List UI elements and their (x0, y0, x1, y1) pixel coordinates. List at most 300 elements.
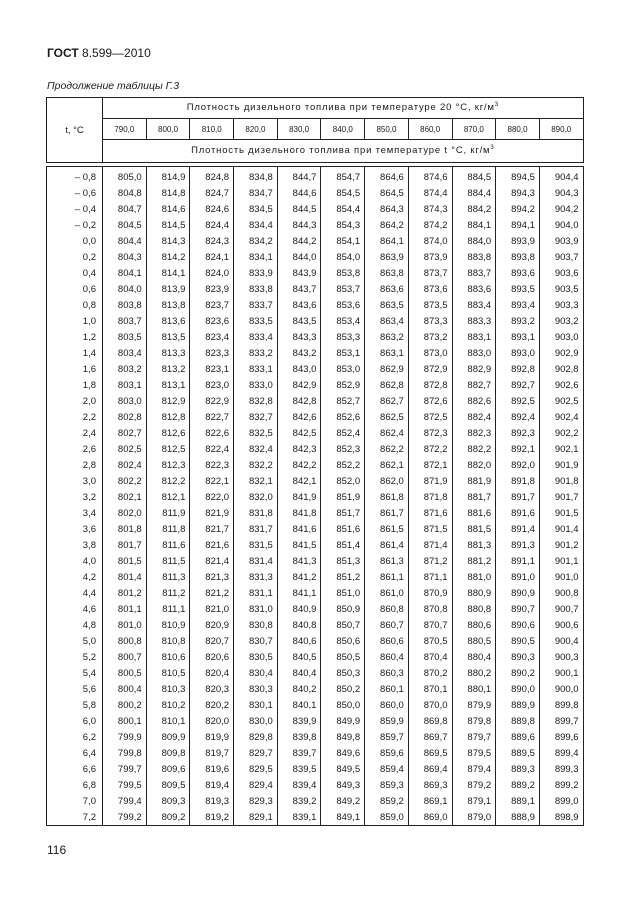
density-cell: 861,7 (365, 505, 409, 521)
density-cell: 902,6 (539, 377, 583, 393)
density-cell: 832,2 (234, 457, 278, 473)
density-cell: 889,8 (496, 713, 540, 729)
density-cell: 843,2 (277, 345, 321, 361)
density-cell: 833,2 (234, 345, 278, 361)
density-cell: 822,6 (190, 425, 234, 441)
density-cell: 800,5 (103, 665, 147, 681)
density-cell: 883,7 (452, 265, 496, 281)
density-cell: 821,4 (190, 553, 234, 569)
density-cell: 881,5 (452, 521, 496, 537)
density-cell: 901,9 (539, 457, 583, 473)
density-cell: 839,9 (277, 713, 321, 729)
density-cell: 824,8 (190, 167, 234, 186)
density-cell: 832,0 (234, 489, 278, 505)
density-cell: 864,5 (365, 185, 409, 201)
table-row (47, 281, 584, 297)
density-cell: 890,7 (496, 601, 540, 617)
density-cell: 881,0 (452, 569, 496, 585)
table-row (47, 377, 584, 393)
density-cell: 850,5 (321, 649, 365, 665)
density-cell: 823,0 (190, 377, 234, 393)
page-number: 116 (47, 843, 67, 857)
density-cell: 854,1 (321, 233, 365, 249)
density-cell: 883,8 (452, 249, 496, 265)
density-cell: 901,0 (539, 569, 583, 585)
density-cell: 900,8 (539, 585, 583, 601)
density-cell: 819,2 (190, 809, 234, 826)
temperature-cell: 5,2 (47, 649, 103, 665)
density-cell: 842,6 (277, 409, 321, 425)
density-cell: 873,5 (408, 297, 452, 313)
density-cell: 853,6 (321, 297, 365, 313)
density-column-header: 870,0 (452, 119, 496, 140)
density-cell: 902,1 (539, 441, 583, 457)
density-cell: 898,9 (539, 809, 583, 826)
density-cell: 833,8 (234, 281, 278, 297)
table-row (47, 633, 584, 649)
density-cell: 813,9 (146, 281, 190, 297)
density-cell: 799,5 (103, 777, 147, 793)
density-cell: 871,4 (408, 537, 452, 553)
density-cell: 803,8 (103, 297, 147, 313)
density-cell: 832,7 (234, 409, 278, 425)
density-cell: 824,3 (190, 233, 234, 249)
density-cell: 830,7 (234, 633, 278, 649)
density-cell: 882,0 (452, 457, 496, 473)
density-cell: 801,8 (103, 521, 147, 537)
density-cell: 874,0 (408, 233, 452, 249)
density-cell: 843,7 (277, 281, 321, 297)
density-t-header: Плотность дизельного топлива при температуре t °С, $кг/м^3$ (103, 140, 584, 163)
density-cell: 893,8 (496, 249, 540, 265)
density-cell: 829,1 (234, 809, 278, 826)
density-cell: 900,3 (539, 649, 583, 665)
density-cell: 820,4 (190, 665, 234, 681)
density-cell: 802,4 (103, 457, 147, 473)
standard-code: ГОСТ (47, 46, 79, 60)
density-cell: 803,2 (103, 361, 147, 377)
density-cell: 880,8 (452, 601, 496, 617)
density-cell: 869,0 (408, 809, 452, 826)
table-row (47, 201, 584, 217)
density-cell: 851,4 (321, 537, 365, 553)
density-cell: 841,1 (277, 585, 321, 601)
density-cell: 872,9 (408, 361, 452, 377)
density-column-header: 810,0 (190, 119, 234, 140)
density-20c-header: Плотность дизельного топлива при температуре 20 °С, $кг/м^3$ (103, 98, 584, 119)
density-cell: 822,1 (190, 473, 234, 489)
density-cell: 839,5 (277, 761, 321, 777)
density-cell: 863,1 (365, 345, 409, 361)
density-cell: 863,2 (365, 329, 409, 345)
density-cell: 879,4 (452, 761, 496, 777)
density-cell: 869,8 (408, 713, 452, 729)
density-cell: 841,2 (277, 569, 321, 585)
temperature-cell: 3,6 (47, 521, 103, 537)
density-cell: 814,5 (146, 217, 190, 233)
density-cell: 884,1 (452, 217, 496, 233)
table-row (47, 601, 584, 617)
density-cell: 844,5 (277, 201, 321, 217)
density-cell: 851,0 (321, 585, 365, 601)
table-row (47, 777, 584, 793)
table-row (47, 793, 584, 809)
density-cell: 902,4 (539, 409, 583, 425)
density-cell: 843,6 (277, 297, 321, 313)
density-cell: 901,4 (539, 521, 583, 537)
density-cell: 882,2 (452, 441, 496, 457)
density-cell: 813,6 (146, 313, 190, 329)
density-cell: 879,2 (452, 777, 496, 793)
density-cell: 822,0 (190, 489, 234, 505)
density-cell: 813,2 (146, 361, 190, 377)
density-cell: 852,4 (321, 425, 365, 441)
density-cell: 894,5 (496, 167, 540, 186)
density-cell: 800,7 (103, 649, 147, 665)
density-cell: 803,0 (103, 393, 147, 409)
density-cell: 900,6 (539, 617, 583, 633)
density-cell: 810,9 (146, 617, 190, 633)
density-column-header: 820,0 (234, 119, 278, 140)
density-cell: 879,7 (452, 729, 496, 745)
table-row (47, 617, 584, 633)
density-cell: 801,4 (103, 569, 147, 585)
density-cell: 814,8 (146, 185, 190, 201)
temperature-cell: 6,6 (47, 761, 103, 777)
density-cell: 902,9 (539, 345, 583, 361)
density-cell: 874,4 (408, 185, 452, 201)
density-cell: 811,9 (146, 505, 190, 521)
density-cell: 800,1 (103, 713, 147, 729)
density-cell: 902,2 (539, 425, 583, 441)
density-cell: 870,9 (408, 585, 452, 601)
density-cell: 889,2 (496, 777, 540, 793)
density-cell: 814,9 (146, 167, 190, 186)
table-row (47, 313, 584, 329)
density-cell: 831,1 (234, 585, 278, 601)
table-row (47, 167, 584, 186)
density-cell: 870,2 (408, 665, 452, 681)
density-cell: 844,6 (277, 185, 321, 201)
table-row (47, 457, 584, 473)
density-cell: 872,1 (408, 457, 452, 473)
density-cell: 849,1 (321, 809, 365, 826)
density-cell: 883,0 (452, 345, 496, 361)
density-cell: 873,6 (408, 281, 452, 297)
density-cell: 859,7 (365, 729, 409, 745)
density-cell: 880,2 (452, 665, 496, 681)
density-cell: 831,8 (234, 505, 278, 521)
density-values-row (47, 119, 584, 140)
density-cell: 821,3 (190, 569, 234, 585)
temperature-cell: 6,8 (47, 777, 103, 793)
density-cell: 803,4 (103, 345, 147, 361)
table-row (47, 537, 584, 553)
density-cell: 822,9 (190, 393, 234, 409)
density-cell: 814,3 (146, 233, 190, 249)
table-row (47, 473, 584, 489)
density-cell: 850,9 (321, 601, 365, 617)
density-cell: 820,7 (190, 633, 234, 649)
density-cell: 824,4 (190, 217, 234, 233)
density-cell: 812,8 (146, 409, 190, 425)
density-cell: 821,9 (190, 505, 234, 521)
density-cell: 814,2 (146, 249, 190, 265)
density-cell: 899,6 (539, 729, 583, 745)
table-row (47, 553, 584, 569)
temperature-cell: 2,2 (47, 409, 103, 425)
density-cell: 852,2 (321, 457, 365, 473)
density-cell: 891,7 (496, 489, 540, 505)
density-cell: 881,7 (452, 489, 496, 505)
density-cell: 834,2 (234, 233, 278, 249)
temperature-cell: – 0,8 (47, 167, 103, 186)
density-cell: 834,4 (234, 217, 278, 233)
density-cell: 833,9 (234, 265, 278, 281)
density-cell: 811,2 (146, 585, 190, 601)
temperature-cell: 5,6 (47, 681, 103, 697)
density-cell: 901,5 (539, 505, 583, 521)
density-cell: 880,5 (452, 633, 496, 649)
density-cell: 850,3 (321, 665, 365, 681)
density-cell: 802,1 (103, 489, 147, 505)
density-cell: 870,1 (408, 681, 452, 697)
density-cell: 873,0 (408, 345, 452, 361)
table-row (47, 713, 584, 729)
density-cell: 893,1 (496, 329, 540, 345)
density-cell: 819,7 (190, 745, 234, 761)
density-cell: 890,9 (496, 585, 540, 601)
density-cell: 819,6 (190, 761, 234, 777)
table-row (47, 393, 584, 409)
density-cell: 810,2 (146, 697, 190, 713)
density-cell: 833,4 (234, 329, 278, 345)
density-cell: 862,4 (365, 425, 409, 441)
density-cell: 870,4 (408, 649, 452, 665)
temperature-cell: 2,0 (47, 393, 103, 409)
density-cell: 819,9 (190, 729, 234, 745)
density-cell: 884,2 (452, 201, 496, 217)
density-cell: 899,2 (539, 777, 583, 793)
density-cell: 874,6 (408, 167, 452, 186)
density-cell: 869,4 (408, 761, 452, 777)
temperature-cell: 4,2 (47, 569, 103, 585)
density-cell: 810,5 (146, 665, 190, 681)
density-cell: 809,9 (146, 729, 190, 745)
temperature-cell: 5,0 (47, 633, 103, 649)
density-cell: 801,5 (103, 553, 147, 569)
density-cell: 833,7 (234, 297, 278, 313)
density-cell: 880,9 (452, 585, 496, 601)
density-cell: 851,6 (321, 521, 365, 537)
density-cell: 873,3 (408, 313, 452, 329)
density-cell: 844,2 (277, 233, 321, 249)
density-cell: 889,1 (496, 793, 540, 809)
density-cell: 803,1 (103, 377, 147, 393)
density-cell: 879,9 (452, 697, 496, 713)
density-cell: 831,7 (234, 521, 278, 537)
density-cell: 881,2 (452, 553, 496, 569)
density-cell: 879,1 (452, 793, 496, 809)
density-cell: 863,4 (365, 313, 409, 329)
density-cell: 882,3 (452, 425, 496, 441)
table-row (47, 697, 584, 713)
density-cell: 881,3 (452, 537, 496, 553)
density-cell: 811,1 (146, 601, 190, 617)
density-cell: 854,0 (321, 249, 365, 265)
table-row (47, 569, 584, 585)
density-cell: 900,7 (539, 601, 583, 617)
density-cell: 820,3 (190, 681, 234, 697)
density-cell: 802,5 (103, 441, 147, 457)
density-cell: 810,6 (146, 649, 190, 665)
density-cell: 879,0 (452, 809, 496, 826)
density-cell: 813,8 (146, 297, 190, 313)
density-cell: 834,5 (234, 201, 278, 217)
temperature-cell: 5,8 (47, 697, 103, 713)
temperature-cell: 3,0 (47, 473, 103, 489)
density-cell: 841,5 (277, 537, 321, 553)
density-cell: 822,7 (190, 409, 234, 425)
density-cell: 849,3 (321, 777, 365, 793)
density-cell: 801,0 (103, 617, 147, 633)
density-cell: 890,3 (496, 649, 540, 665)
density-cell: 893,2 (496, 313, 540, 329)
density-cell: 862,1 (365, 457, 409, 473)
density-cell: 812,9 (146, 393, 190, 409)
density-cell: 802,0 (103, 505, 147, 521)
temperature-cell: 7,0 (47, 793, 103, 809)
density-cell: 890,0 (496, 681, 540, 697)
temperature-cell: 7,2 (47, 809, 103, 826)
temperature-cell: 0,2 (47, 249, 103, 265)
density-cell: 804,5 (103, 217, 147, 233)
density-cell: 901,7 (539, 489, 583, 505)
density-cell: 854,7 (321, 167, 365, 186)
table-row (47, 681, 584, 697)
density-cell: 799,4 (103, 793, 147, 809)
density-cell: 823,1 (190, 361, 234, 377)
density-column-header: 840,0 (321, 119, 365, 140)
density-cell: 820,9 (190, 617, 234, 633)
density-cell: 844,3 (277, 217, 321, 233)
density-cell: 809,2 (146, 809, 190, 826)
density-cell: 830,8 (234, 617, 278, 633)
density-cell: 880,1 (452, 681, 496, 697)
density-cell: 870,5 (408, 633, 452, 649)
density-cell: 843,0 (277, 361, 321, 377)
density-cell: 830,3 (234, 681, 278, 697)
density-cell: 851,2 (321, 569, 365, 585)
density-cell: 833,1 (234, 361, 278, 377)
density-cell: 860,6 (365, 633, 409, 649)
density-column-header: 790,0 (103, 119, 147, 140)
density-cell: 901,2 (539, 537, 583, 553)
density-cell: 899,3 (539, 761, 583, 777)
density-cell: 864,2 (365, 217, 409, 233)
density-cell: 813,3 (146, 345, 190, 361)
density-cell: 853,3 (321, 329, 365, 345)
density-cell: 903,2 (539, 313, 583, 329)
table-row (47, 489, 584, 505)
density-cell: 853,1 (321, 345, 365, 361)
density-table (46, 97, 584, 826)
density-cell: 894,2 (496, 201, 540, 217)
density-cell: 832,5 (234, 425, 278, 441)
density-cell: 889,3 (496, 761, 540, 777)
density-cell: 853,8 (321, 265, 365, 281)
density-cell: 854,3 (321, 217, 365, 233)
density-cell: 830,5 (234, 649, 278, 665)
temperature-cell: – 0,6 (47, 185, 103, 201)
density-cell: 800,4 (103, 681, 147, 697)
density-cell: 800,2 (103, 697, 147, 713)
table-row (47, 329, 584, 345)
density-cell: 862,5 (365, 409, 409, 425)
density-cell: 899,7 (539, 713, 583, 729)
density-cell: 840,6 (277, 633, 321, 649)
density-cell: 842,9 (277, 377, 321, 393)
temperature-cell: 6,4 (47, 745, 103, 761)
density-cell: 839,1 (277, 809, 321, 826)
density-cell: 901,1 (539, 553, 583, 569)
density-cell: 849,9 (321, 713, 365, 729)
density-cell: 829,4 (234, 777, 278, 793)
density-cell: 859,2 (365, 793, 409, 809)
density-cell: 819,3 (190, 793, 234, 809)
density-cell: 849,5 (321, 761, 365, 777)
temperature-column-header: t, °С (47, 98, 103, 163)
density-cell: 864,1 (365, 233, 409, 249)
density-cell: 892,4 (496, 409, 540, 425)
density-cell: 891,0 (496, 569, 540, 585)
density-cell: 822,3 (190, 457, 234, 473)
density-cell: 869,1 (408, 793, 452, 809)
density-cell: 821,2 (190, 585, 234, 601)
density-cell: 852,0 (321, 473, 365, 489)
density-cell: 890,2 (496, 665, 540, 681)
density-cell: 831,5 (234, 537, 278, 553)
density-cell: 860,8 (365, 601, 409, 617)
density-cell: 829,3 (234, 793, 278, 809)
density-cell: 811,8 (146, 521, 190, 537)
density-cell: 861,3 (365, 553, 409, 569)
density-cell: 862,8 (365, 377, 409, 393)
density-cell: 841,9 (277, 489, 321, 505)
density-cell: 852,3 (321, 441, 365, 457)
density-cell: 820,0 (190, 713, 234, 729)
temperature-cell: 3,8 (47, 537, 103, 553)
density-cell: 840,4 (277, 665, 321, 681)
table-row (47, 441, 584, 457)
density-cell: 892,0 (496, 457, 540, 473)
density-cell: 884,4 (452, 185, 496, 201)
density-cell: 873,9 (408, 249, 452, 265)
density-cell: 882,6 (452, 393, 496, 409)
density-cell: 861,4 (365, 537, 409, 553)
density-cell: 812,5 (146, 441, 190, 457)
density-cell: 860,7 (365, 617, 409, 633)
density-cell: 804,4 (103, 233, 147, 249)
density-cell: 899,0 (539, 793, 583, 809)
density-cell: 820,2 (190, 697, 234, 713)
density-cell: 892,1 (496, 441, 540, 457)
density-cell: 864,6 (365, 167, 409, 186)
density-cell: 883,6 (452, 281, 496, 297)
table-row (47, 505, 584, 521)
temperature-cell: 4,8 (47, 617, 103, 633)
density-cell: 824,0 (190, 265, 234, 281)
